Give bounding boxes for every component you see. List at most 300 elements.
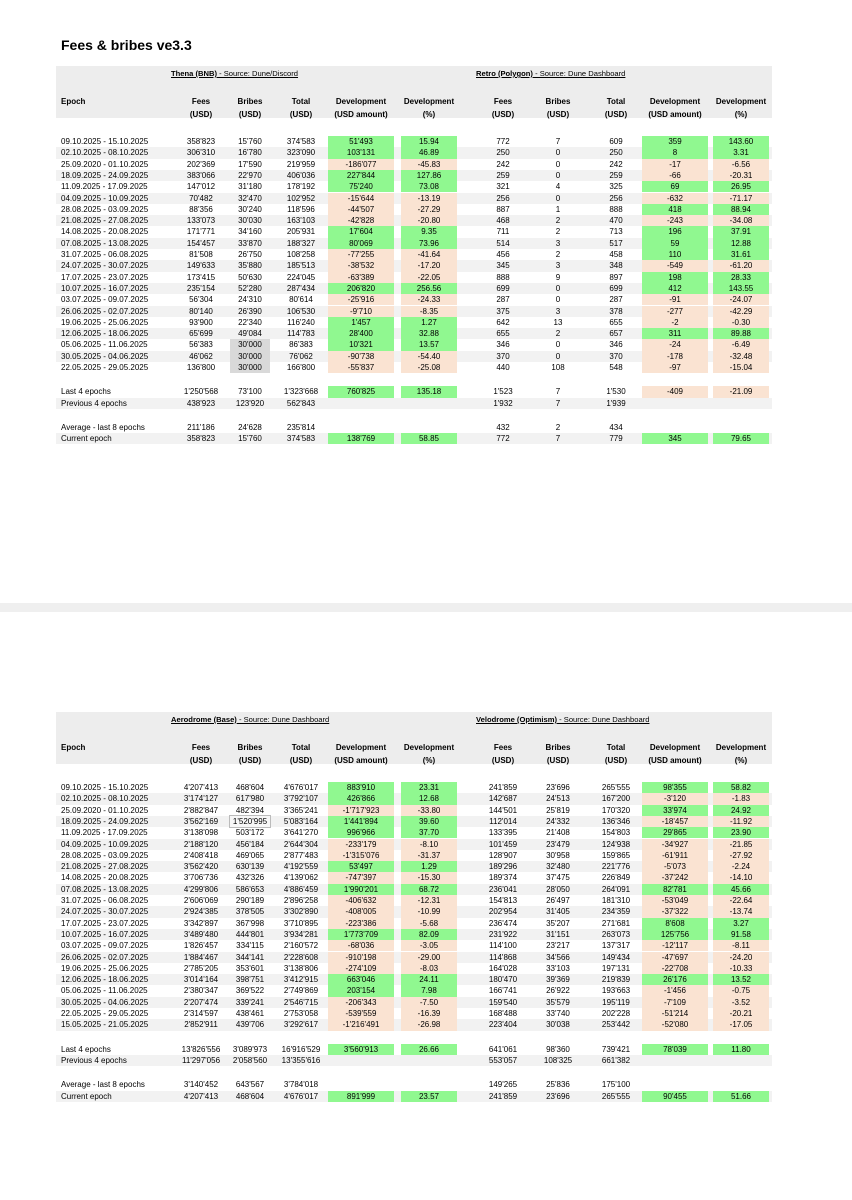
a-cell: 80'069 <box>328 238 394 249</box>
b-cell: 231'922 <box>488 929 518 939</box>
a-cell: 93'900 <box>189 317 213 327</box>
epoch-label: 28.08.2025 - 03.09.2025 <box>61 850 149 860</box>
b-cell: 699 <box>496 283 510 293</box>
a-cell: 205'931 <box>286 227 316 237</box>
table-row <box>56 884 772 895</box>
a-cell: 26'390 <box>238 306 262 316</box>
a-cell: -274'109 <box>328 963 394 974</box>
b-cell: 440 <box>496 363 510 372</box>
a-cell: 4'192'559 <box>283 862 319 872</box>
b-cell: 143.55 <box>713 283 769 294</box>
a-cell: 13'826'556 <box>181 1044 221 1054</box>
table-row <box>56 963 772 974</box>
b-cell: -27.92 <box>713 850 769 861</box>
b-cell: 263'073 <box>601 929 631 939</box>
b-cell: -6.56 <box>713 159 769 170</box>
b-cell: 13 <box>553 317 563 327</box>
a-cell: 374'583 <box>286 434 316 444</box>
a-cell: 996'966 <box>328 827 394 838</box>
a-cell: 4'139'062 <box>283 873 319 883</box>
table-row <box>56 215 772 226</box>
b-cell: -17 <box>642 159 708 170</box>
b-cell: 31.61 <box>713 249 769 260</box>
b-cell: 0 <box>555 193 561 203</box>
summary-row <box>56 386 772 397</box>
a-cell: 76'062 <box>289 351 313 361</box>
table-row <box>56 328 772 339</box>
a-cell: -223'386 <box>328 918 394 929</box>
b-cell: 264'091 <box>601 884 631 894</box>
b-cell: 2 <box>555 422 561 432</box>
column-header-title: Development <box>335 743 387 752</box>
table-aerodrome-velodrome <box>56 712 772 1132</box>
a-cell: -3.05 <box>401 940 457 951</box>
b-cell: 657 <box>609 329 623 339</box>
b-cell: 168'488 <box>488 1009 518 1018</box>
b-cell: 1'939 <box>606 398 626 408</box>
a-cell: 2'852'911 <box>184 1020 218 1030</box>
a-cell: 562'843 <box>286 398 316 408</box>
b-cell: 236'474 <box>488 918 518 928</box>
column-header <box>701 741 781 767</box>
b-cell: 418 <box>642 204 708 215</box>
a-cell: 135.18 <box>401 386 457 397</box>
epoch-label: 14.08.2025 - 20.08.2025 <box>61 873 149 883</box>
table-row <box>56 136 772 147</box>
a-cell: 206'820 <box>328 283 394 294</box>
epoch-label: 21.08.2025 - 27.08.2025 <box>61 862 149 872</box>
table-row <box>56 362 772 373</box>
a-cell: -63'389 <box>328 272 394 283</box>
a-cell: -42'828 <box>328 215 394 226</box>
b-cell: 144'501 <box>488 805 518 815</box>
b-cell: 195'119 <box>602 997 630 1007</box>
column-header-unit: (%) <box>734 110 748 119</box>
a-cell: 334'115 <box>236 941 264 951</box>
b-cell: 434 <box>609 422 623 432</box>
a-cell: -186'077 <box>328 159 394 170</box>
a-cell: -41.64 <box>401 249 457 260</box>
a-cell: 28'400 <box>328 328 394 339</box>
b-cell: 3 <box>555 261 561 271</box>
epoch-label: Average - last 8 epochs <box>61 422 145 432</box>
b-cell: 189'296 <box>488 862 518 872</box>
table-row <box>56 294 772 305</box>
b-cell: 259 <box>496 170 510 180</box>
table-row <box>56 351 772 362</box>
b-cell: 34'566 <box>546 952 570 962</box>
a-cell: 2'207'474 <box>183 997 219 1007</box>
a-cell: 227'844 <box>328 170 394 181</box>
a-cell: 138'769 <box>328 433 394 444</box>
column-header-title: Development <box>715 743 767 752</box>
column-header-unit: (%) <box>734 756 748 765</box>
epoch-label: 10.07.2025 - 16.07.2025 <box>61 929 149 939</box>
a-cell: 23.57 <box>401 1091 457 1102</box>
a-cell: 7.98 <box>401 985 457 996</box>
a-cell: 2'896'258 <box>283 896 319 905</box>
b-cell: 553'057 <box>488 1055 518 1065</box>
b-cell: 154'813 <box>488 896 518 905</box>
a-cell: 2'924'385 <box>183 907 219 917</box>
b-cell: 7 <box>555 398 561 408</box>
table-row <box>56 850 772 861</box>
b-cell: 90'455 <box>642 1091 708 1102</box>
column-header-title: Development <box>649 97 701 106</box>
b-cell: -11.92 <box>713 816 769 827</box>
a-cell: 13'355'616 <box>281 1055 321 1065</box>
a-cell: 73'100 <box>238 387 262 397</box>
b-cell: 124'938 <box>601 839 631 849</box>
table-row <box>56 985 772 996</box>
b-cell: 517 <box>609 238 623 248</box>
a-cell: -31.37 <box>401 850 457 861</box>
b-cell: 98'355 <box>642 782 708 793</box>
b-cell: 888 <box>609 204 623 214</box>
a-cell: 88'356 <box>189 204 213 214</box>
a-cell: 1'323'668 <box>283 387 319 397</box>
a-cell: 3'174'127 <box>183 794 219 804</box>
a-cell: 4'299'806 <box>183 884 219 894</box>
b-cell: 375 <box>496 306 510 316</box>
a-cell: 256.56 <box>401 283 457 294</box>
a-cell: -29.00 <box>401 952 457 963</box>
a-cell: 56'383 <box>189 340 213 350</box>
a-cell: 13.57 <box>401 339 457 350</box>
b-cell: -32.48 <box>713 351 769 362</box>
b-cell: 7 <box>555 137 561 146</box>
a-cell: 46.89 <box>401 147 457 158</box>
column-header-unit: (USD) <box>491 756 515 765</box>
b-cell: 2 <box>555 227 561 237</box>
b-cell: 661'382 <box>601 1055 631 1065</box>
b-cell <box>713 1079 769 1090</box>
summary-row <box>56 398 772 409</box>
b-cell: 23'696 <box>546 783 570 792</box>
table-row <box>56 861 772 872</box>
epoch-label: 24.07.2025 - 30.07.2025 <box>61 261 149 271</box>
column-header <box>701 95 781 121</box>
b-cell: 779 <box>609 434 623 444</box>
b-cell: 311 <box>642 328 708 339</box>
b-cell: -53'049 <box>642 895 708 906</box>
a-cell: 3'641'270 <box>283 828 319 838</box>
a-cell: 30'000 <box>230 351 270 362</box>
b-cell: 26.95 <box>713 181 769 192</box>
b-cell: 23'479 <box>546 839 570 849</box>
epoch-label: 04.09.2025 - 10.09.2025 <box>61 839 149 849</box>
b-cell: 711 <box>496 227 510 237</box>
a-cell: 468'604 <box>235 1091 265 1101</box>
a-cell: 3'365'241 <box>283 805 319 815</box>
b-cell: -24 <box>642 339 708 350</box>
a-cell: 3'138'098 <box>183 828 219 838</box>
a-cell: -77'255 <box>328 249 394 260</box>
b-cell: 82'781 <box>642 884 708 895</box>
b-cell: -71.17 <box>713 193 769 204</box>
a-cell: -12.31 <box>401 895 457 906</box>
table-row <box>56 1008 772 1019</box>
b-cell: 37'475 <box>546 873 570 883</box>
b-cell: 108 <box>551 363 565 372</box>
a-cell: 30'240 <box>238 204 262 214</box>
a-cell: 86'383 <box>289 340 313 350</box>
b-cell: 159'865 <box>601 850 631 860</box>
b-cell: 193'663 <box>601 986 631 996</box>
b-cell: 287 <box>496 295 510 305</box>
b-cell: 7 <box>555 387 561 397</box>
b-cell <box>642 398 708 409</box>
table-row <box>56 1019 772 1030</box>
group-name: Thena (BNB) <box>171 69 217 78</box>
b-cell: -61'911 <box>642 850 708 861</box>
a-cell: 2'785'205 <box>183 963 219 973</box>
b-cell: 250 <box>609 148 623 158</box>
a-cell: 80'140 <box>189 306 213 316</box>
a-cell: -15.30 <box>401 872 457 883</box>
a-cell: -1'315'076 <box>328 850 394 861</box>
a-cell: 224'045 <box>286 272 316 282</box>
b-cell: 24'332 <box>546 816 570 826</box>
a-cell: 118'596 <box>287 204 315 214</box>
a-cell: -33.80 <box>401 805 457 816</box>
a-cell: -38'532 <box>328 260 394 271</box>
column-header-unit: (USD) <box>604 110 628 119</box>
b-cell: 514 <box>496 238 510 248</box>
a-cell: 2'228'608 <box>283 952 319 962</box>
b-cell: -18'457 <box>642 816 708 827</box>
epoch-label: Current epoch <box>61 1091 112 1101</box>
a-cell: 106'530 <box>286 306 316 316</box>
b-cell: 33'974 <box>642 805 708 816</box>
table-row <box>56 260 772 271</box>
a-cell: -44'507 <box>328 204 394 215</box>
a-cell: 468'604 <box>235 783 265 792</box>
column-header-unit: (USD) <box>189 110 213 119</box>
b-cell: 713 <box>609 227 623 237</box>
a-cell: 203'154 <box>328 985 394 996</box>
a-cell: 108'258 <box>286 250 316 259</box>
column-header-title: Total <box>606 97 626 106</box>
epoch-label: 07.08.2025 - 13.08.2025 <box>61 884 149 894</box>
epoch-label: 10.07.2025 - 16.07.2025 <box>61 283 149 293</box>
table-row <box>56 974 772 985</box>
b-cell: -1'456 <box>642 985 708 996</box>
epoch-label: 09.10.2025 - 15.10.2025 <box>61 137 149 146</box>
column-header <box>389 95 469 121</box>
b-cell: 31'405 <box>546 907 570 917</box>
table-row <box>56 339 772 350</box>
a-cell: 3'138'806 <box>283 963 319 973</box>
b-cell: 325 <box>609 182 623 192</box>
summary-row <box>56 1079 772 1090</box>
b-cell: 234'359 <box>601 907 631 917</box>
a-cell: -8.03 <box>401 963 457 974</box>
b-cell: -24.20 <box>713 952 769 963</box>
b-cell: 51.66 <box>713 1091 769 1102</box>
b-cell: 345 <box>642 433 708 444</box>
b-cell: -7'109 <box>642 997 708 1008</box>
b-cell: 3.27 <box>713 918 769 929</box>
b-cell: 321 <box>496 182 510 192</box>
b-cell: -277 <box>642 306 708 317</box>
a-cell: 82.09 <box>401 929 457 940</box>
a-cell: -26.98 <box>401 1019 457 1030</box>
b-cell: 3 <box>555 238 561 248</box>
column-header-unit: (USD) <box>491 110 515 119</box>
b-cell: 13.52 <box>713 974 769 985</box>
a-cell: 103'131 <box>328 147 394 158</box>
b-cell: 98'360 <box>546 1044 570 1054</box>
b-cell: 26'176 <box>642 974 708 985</box>
group-header <box>476 69 625 78</box>
epoch-header: Epoch <box>61 743 86 752</box>
a-cell: 2'753'058 <box>283 1009 319 1018</box>
a-cell: 2'877'483 <box>283 850 319 860</box>
b-cell: -0.30 <box>713 317 769 328</box>
epoch-label: 22.05.2025 - 29.05.2025 <box>61 1009 149 1018</box>
a-cell: -25'916 <box>328 294 394 305</box>
a-cell: 287'434 <box>286 283 316 293</box>
b-cell: 167'200 <box>601 794 631 804</box>
epoch-label: 07.08.2025 - 13.08.2025 <box>61 238 149 248</box>
a-cell: 56'304 <box>189 295 213 305</box>
a-cell: -233'179 <box>328 839 394 850</box>
epoch-label: 26.06.2025 - 02.07.2025 <box>61 952 149 962</box>
epoch-label: 04.09.2025 - 10.09.2025 <box>61 193 149 203</box>
b-cell: 133'395 <box>488 828 518 838</box>
epoch-label: 24.07.2025 - 30.07.2025 <box>61 907 149 917</box>
a-cell: 53'497 <box>328 861 394 872</box>
b-cell: 170'320 <box>601 805 631 815</box>
b-cell: 1'932 <box>493 398 513 408</box>
a-cell: 52'280 <box>238 283 262 293</box>
b-cell: 196 <box>642 226 708 237</box>
a-cell: 154'457 <box>186 238 216 248</box>
column-header-unit: (USD) <box>189 756 213 765</box>
a-cell: 323'090 <box>286 148 316 158</box>
b-cell: -8.11 <box>713 940 769 951</box>
b-cell: 2 <box>555 250 561 259</box>
a-cell: 2'188'120 <box>183 839 219 849</box>
a-cell: 2'644'304 <box>283 839 319 849</box>
a-cell: 3'412'915 <box>283 975 319 985</box>
column-header-title: Development <box>335 97 387 106</box>
summary-row <box>56 1091 772 1102</box>
b-cell: 25'819 <box>546 805 570 815</box>
b-cell: -37'322 <box>642 906 708 917</box>
table-row <box>56 159 772 170</box>
a-cell: 35'880 <box>238 261 262 271</box>
a-cell: 3'710'895 <box>283 918 319 928</box>
b-cell: 175'100 <box>601 1080 631 1090</box>
epoch-label: Previous 4 epochs <box>61 398 127 408</box>
a-cell: 30'000 <box>230 362 270 373</box>
page-title: Fees & bribes ve3.3 <box>61 37 192 53</box>
a-cell: 3'784'018 <box>283 1080 319 1090</box>
b-cell: 370 <box>609 351 623 361</box>
a-cell: -747'397 <box>328 872 394 883</box>
a-cell: -13.19 <box>401 193 457 204</box>
epoch-label: 30.05.2025 - 04.06.2025 <box>61 997 149 1007</box>
epoch-label: 31.07.2025 - 06.08.2025 <box>61 896 149 905</box>
b-cell <box>642 1079 708 1090</box>
a-cell: 16'780 <box>238 148 262 158</box>
b-cell: 241'859 <box>488 1091 518 1101</box>
b-cell: 253'442 <box>601 1020 631 1030</box>
b-cell: 609 <box>609 137 623 146</box>
b-cell: 114'868 <box>489 952 517 962</box>
column-header-unit: (USD) <box>238 756 262 765</box>
group-source: - Source: Dune/Discord <box>216 69 299 78</box>
epoch-label: 26.06.2025 - 02.07.2025 <box>61 306 149 316</box>
b-cell: 236'041 <box>488 884 518 894</box>
a-cell: 3'792'107 <box>283 794 319 804</box>
b-cell: 39'369 <box>546 975 570 985</box>
a-cell: 2'606'069 <box>183 896 219 905</box>
b-cell: -51'214 <box>642 1008 708 1019</box>
b-cell: 242 <box>609 159 623 169</box>
b-cell: 24.92 <box>713 805 769 816</box>
a-cell: 883'910 <box>328 782 394 793</box>
a-cell: 1.27 <box>401 317 457 328</box>
a-cell: -10.99 <box>401 906 457 917</box>
b-cell: 259 <box>609 170 623 180</box>
b-cell: 202'954 <box>488 907 518 917</box>
b-cell: 412 <box>642 283 708 294</box>
a-cell: 163'103 <box>286 216 316 226</box>
a-cell: 2'058'560 <box>232 1055 268 1065</box>
b-cell: 1'523 <box>493 387 513 397</box>
a-cell: 185'513 <box>286 261 316 271</box>
b-cell: 0 <box>555 283 561 293</box>
b-cell: 8'608 <box>642 918 708 929</box>
b-cell: -243 <box>642 215 708 226</box>
column-header-title: Development <box>403 97 455 106</box>
epoch-label: 02.10.2025 - 08.10.2025 <box>61 148 149 158</box>
a-cell: 503'172 <box>235 828 265 838</box>
b-cell: -3.52 <box>713 997 769 1008</box>
b-cell: 9 <box>555 272 561 282</box>
a-cell: 306'310 <box>186 148 216 158</box>
b-cell: 219'839 <box>601 975 631 985</box>
a-cell <box>328 398 394 409</box>
a-cell: 426'866 <box>328 793 394 804</box>
b-cell: 256 <box>496 193 510 203</box>
column-header-unit: (%) <box>422 110 436 119</box>
a-cell: 4'676'017 <box>283 1091 319 1101</box>
b-cell: 35'207 <box>546 918 570 928</box>
a-cell: 4'886'459 <box>283 884 319 894</box>
epoch-label: 11.09.2025 - 17.09.2025 <box>61 182 148 192</box>
b-cell: 180'470 <box>488 975 518 985</box>
b-cell: 24'513 <box>546 794 570 804</box>
b-cell: 0 <box>555 295 561 305</box>
b-cell: -13.74 <box>713 906 769 917</box>
a-cell: 3'489'480 <box>183 929 219 939</box>
b-cell: 69 <box>642 181 708 192</box>
a-cell: 188'327 <box>286 238 316 248</box>
a-cell: 406'036 <box>286 170 316 180</box>
b-cell: -6.49 <box>713 339 769 350</box>
a-cell: 30'030 <box>238 216 262 226</box>
b-cell: 287 <box>609 295 623 305</box>
table-row <box>56 805 772 816</box>
b-cell: 887 <box>496 204 510 214</box>
summary-row <box>56 1044 772 1055</box>
a-cell: 2'546'715 <box>283 997 319 1007</box>
a-cell: 24'310 <box>238 295 262 305</box>
